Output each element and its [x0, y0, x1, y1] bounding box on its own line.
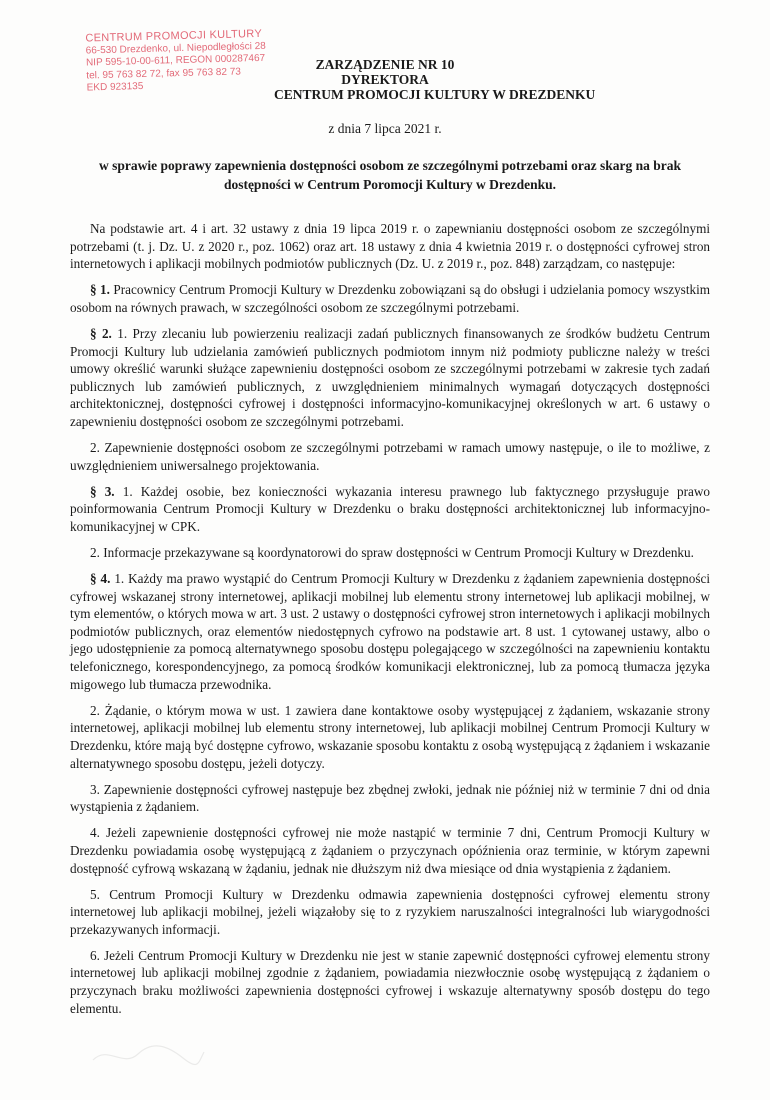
- section-mark: § 3.: [90, 483, 115, 499]
- stamp-name: CENTRUM PROMOCJI KULTURY: [85, 27, 263, 45]
- section-4-point-3: 3. Zapewnienie dostępności cyfrowej następuje bez zbędnej zwłoki, jednak nie później niż w terminie 7 dni od dnia wystąpienia z żądaniem.: [70, 781, 710, 815]
- section-2-point-1: [70, 325, 710, 431]
- section-text: 1. Każdej osobie, bez konieczności wykazania interesu prawnego lub faktycznego przysługuje prawo poinformowania Centrum Promocji Kultury w Drezdenku o braku dostępności architektonicznej lub informacyjno-komunikacyjnej w CPK.: [70, 483, 711, 534]
- document-body: [70, 220, 710, 1026]
- section-text: 1. Każdy ma prawo wystąpić do Centrum Promocji Kultury w Drezdenku z żądaniem zapewnienia dostępności cyfrowej wskazanej strony internetowej, aplikacji mobilnej lub elementu strony internetowej lub aplikacji mobilnej, w tym elementów, o których mowa w art. 3 ust. 2 ustawy o dostępności cyfrowej stron internetowych i aplikacji mobilnych podmiotów publicznych, oraz elementów niedostępnych cyfrowo na podstawie art. 8 ust. 1 cytowanej ustawy, albo o jego udostępnienie za pomocą alternatywnego sposobu dostępu polegającego w szczególności na zapewnieniu kontaktu telefonicznego, korespondencyjnego, za pomocą środków komunikacji elektronicznej, lub za pomocą tłumacza języka migowego lub tłumacza przewodnika.: [70, 571, 710, 692]
- section-3-point-2: 2. Informacje przekazywane są koordynatorowi do spraw dostępności w Centrum Promocji Kultury w Drezdenku.: [90, 545, 694, 560]
- stamp-phone: tel. 95 763 82 72, fax 95 763 82 73: [86, 65, 242, 81]
- document-subject: w sprawie poprawy zapewnienia dostępności osobom ze szczególnymi potrzebami oraz skarg na brak dostępności w Centrum Poromocji Kultury w Drezdenku.: [99, 158, 681, 192]
- section-3-point-1: [70, 483, 710, 536]
- section-4-point-1: [70, 570, 710, 693]
- section-text: 1. Przy zlecaniu lub powierzeniu realizacji zadań publicznych finansowanych ze środków budżetu Centrum Promocji Kultury lub udzielania zamówień publicznych podmiotom innym niż podmioty publiczne należy w treści umowy określić warunki służące zapewnieniu dostępności osobom ze szczególnymi potrzebami w zakresie tych zadań publicznych lub zamówień publicznych, z uwzględnieniem minimalnych wymagań dotyczących dostępności architektonicznej, dostępności cyfrowej i dostępności informacyjno-komunikacyjnej określonych w art. 6 ustawy o zapewnieniu dostępności osobom ze szczególnymi potrzebami.: [70, 325, 711, 429]
- section-1: [70, 281, 710, 316]
- section-2-point-2: 2. Zapewnienie dostępności osobom ze szczególnymi potrzebami w ramach umowy następuje, o ile to możliwe, z uwzględnieniem uniwersalnego projektowania.: [70, 440, 710, 473]
- stamp-address: 66-530 Drezdenko, ul. Niepodległości 28: [85, 40, 266, 56]
- section-4-point-6: 6. Jeżeli Centrum Promocji Kultury w Drezdenku nie jest w stanie zapewnić dostępności cyfrowej elementu strony internetowej lub aplikacji mobilnej zgodnie z żądaniem, powiadamia niezwłocznie osobę występującą z żądaniem o przyczynach braku możliwości zapewnienia dostępności cyfrowej i wskazuje alternatywny sposób dostępu do tego elementu.: [70, 947, 710, 1016]
- document-institution: CENTRUM PROMOCJI KULTURY W DREZDENKU: [274, 87, 596, 102]
- document-issuer: DYREKTORA: [341, 72, 429, 87]
- section-4-point-5: 5. Centrum Promocji Kultury w Drezdenku odmawia zapewnienia dostępności cyfrowej elementu strony internetowej lub aplikacji mobilnej, jeżeli wiązałoby się to z ryzykiem naruszalności integralności lub wiarygodności przekazywanych informacji.: [70, 886, 710, 937]
- section-mark: § 4.: [90, 571, 111, 587]
- intro-paragraph: Na podstawie art. 4 i art. 32 ustawy z dnia 19 lipca 2019 r. o zapewnianiu dostępności osobom ze szczególnymi potrzebami (t. j. Dz. U. z 2020 r., poz. 1062) oraz art. 18 ustawy z dnia 4 kwietnia 2019 r. o dostępności cyfrowej stron internetowych i aplikacji mobilnych podmiotów publicznych (Dz. U. z 2019 r., poz. 848) zarządzam, co następuje:: [70, 221, 710, 272]
- stamp-ids: NIP 595-10-00-611, REGON 000287467: [85, 52, 266, 69]
- section-4-point-2: 2. Żądanie, o którym mowa w ust. 1 zawiera dane kontaktowe osoby występującej z żądaniem, wskazanie strony internetowej, aplikacji mobilnej lub elementu strony internetowej, lub aplikacji mobilnej Centrum Promocji Kultury w Drezdenku, które mają być dostępne cyfrowo, wskazanie sposobu kontaktu z osobą występującą z żądaniem i wskazanie alternatywnego sposobu dostępu, jeżeli dotyczy.: [70, 702, 710, 771]
- section-text: Pracownicy Centrum Promocji Kultury w Drezdenku zobowiązani są do obsługi i udzielania pomocy wszystkim osobom na równych prawach, w szczególności osobom ze szczególnymi potrzebami.: [70, 282, 710, 315]
- faint-signature-mark: [88, 1040, 208, 1070]
- section-mark: § 1.: [90, 282, 110, 298]
- document-date: z dnia 7 lipca 2021 r.: [328, 121, 442, 136]
- stamp-ekd: EKD 923135: [86, 80, 144, 94]
- section-4-point-4: 4. Jeżeli zapewnienie dostępności cyfrowej nie może nastąpić w terminie 7 dni, Centrum Promocji Kultury w Drezdenku powiadamia osobę występującą z żądaniem o przyczynach opóźnienia oraz terminie, w którym zapewni dostępność cyfrową wskazaną w żądaniu, jednak nie dłuższym niż dwa miesiące od dnia wystąpienia z żądaniem.: [70, 825, 710, 876]
- section-mark: § 2.: [90, 325, 112, 341]
- document-title: ZARZĄDZENIE NR 10: [315, 57, 455, 72]
